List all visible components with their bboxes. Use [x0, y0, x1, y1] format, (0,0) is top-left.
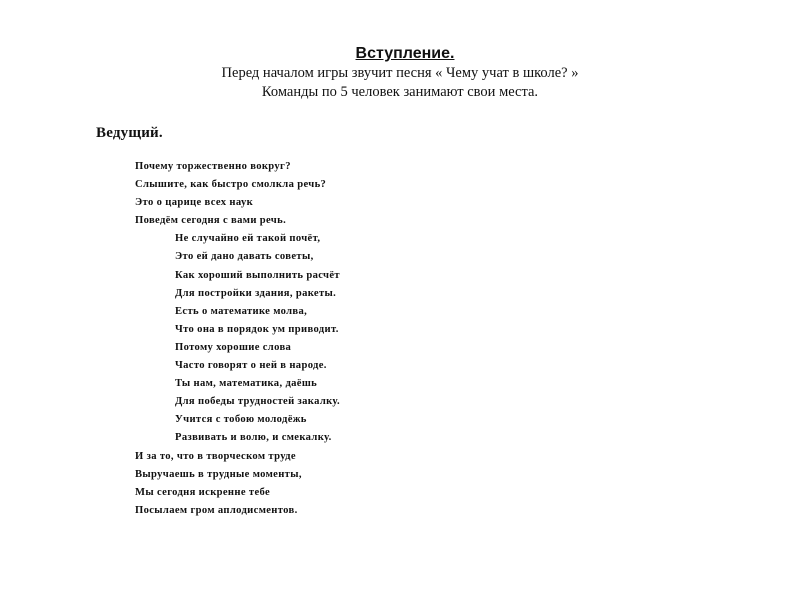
- poem-line: Учится с тобою молодёжь: [175, 414, 307, 426]
- poem-line: И за то, что в творческом труде: [135, 450, 296, 462]
- poem-line: Это о царице всех наук: [135, 197, 254, 209]
- poem-line: Развивать и волю, и смекалку.: [175, 432, 332, 444]
- poem-line: Потому хорошие слова: [175, 341, 292, 353]
- poem-line: Для победы трудностей закалку.: [175, 396, 341, 408]
- poem-line: Как хороший выполнить расчёт: [175, 269, 340, 281]
- poem-line: Слышите, как быстро смолкла речь?: [135, 179, 327, 191]
- poem-line: Для постройки здания, ракеты.: [175, 287, 337, 299]
- poem-line: Часто говорят о ней в народе.: [175, 360, 327, 372]
- poem-line: Поведём сегодня с вами речь.: [135, 215, 287, 227]
- intro-line: Перед началом игры звучит песня « Чему учат в школе? »: [221, 65, 579, 81]
- document-heading: [0, 44, 800, 102]
- poem-line: Что она в порядок ум приводит.: [175, 323, 339, 335]
- intro-line: Команды по 5 человек занимают свои места.: [261, 84, 539, 100]
- speaker-label: Ведущий.: [96, 125, 163, 141]
- poem-line: Не случайно ей такой почёт,: [175, 233, 321, 245]
- poem-line: Выручаешь в трудные моменты,: [135, 468, 302, 480]
- poem-line: Посылаем гром аплодисментов.: [135, 504, 298, 516]
- poem-line: Это ей дано давать советы,: [175, 251, 314, 263]
- document-title: Вступление.: [355, 45, 455, 62]
- poem-line: Ты нам, математика, даёшь: [175, 378, 318, 390]
- poem-line: Мы сегодня искренне тебе: [135, 486, 271, 498]
- poem-line: Почему торжественно вокруг?: [135, 161, 291, 172]
- poem-text: [135, 158, 340, 520]
- poem-line: Есть о математике молва,: [175, 305, 308, 317]
